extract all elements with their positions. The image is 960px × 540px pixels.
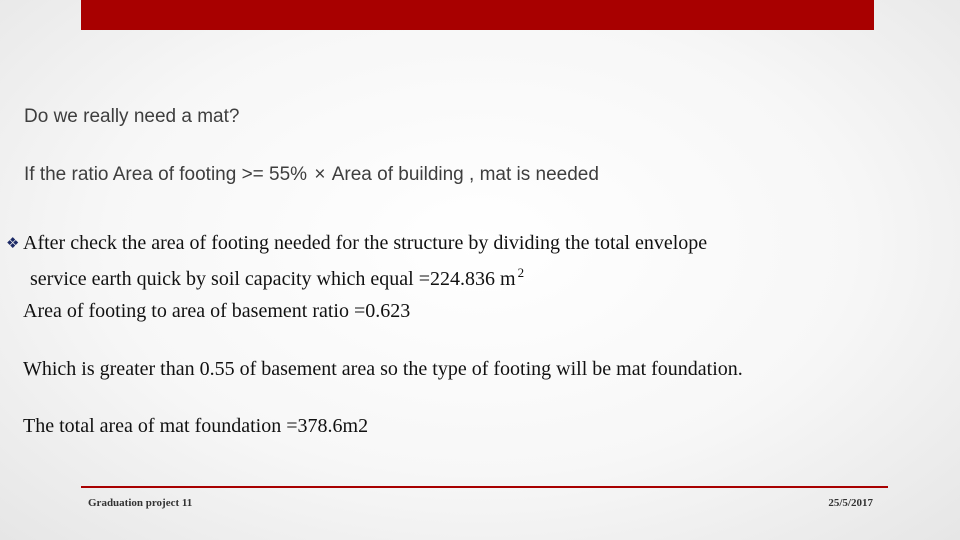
square-superscript: 2	[517, 265, 525, 280]
footer-date: 25/5/2017	[828, 497, 873, 509]
diamond-bullet-icon: ❖	[6, 234, 20, 252]
footer-project-name: Graduation project 11	[88, 497, 193, 509]
multiply-sign: ×	[314, 164, 326, 185]
bullet-point	[6, 229, 906, 294]
conclusion-paragraph: Which is greater than 0.55 of basement area so the type of footing will be mat foundation.	[23, 358, 743, 380]
ratio-condition	[24, 164, 599, 186]
bullet-second-line	[6, 258, 906, 294]
bullet-first-line	[6, 229, 906, 258]
top-accent-bar	[81, 0, 874, 30]
condition-after: Area of building , mat is needed	[331, 164, 599, 185]
total-area-paragraph: The total area of mat foundation =378.6m2	[23, 415, 369, 437]
bullet-text-line1: After check the area of footing needed for the structure by dividing the total envelope	[23, 232, 708, 254]
footer-divider	[81, 486, 888, 488]
bullet-text-line2: service earth quick by soil capacity which equal =224.836 m	[30, 268, 516, 290]
question-heading: Do we really need a mat?	[24, 106, 240, 127]
ratio-paragraph: Area of footing to area of basement ratio =0.623	[23, 300, 411, 322]
condition-before: If the ratio Area of footing >= 55%	[24, 164, 308, 185]
